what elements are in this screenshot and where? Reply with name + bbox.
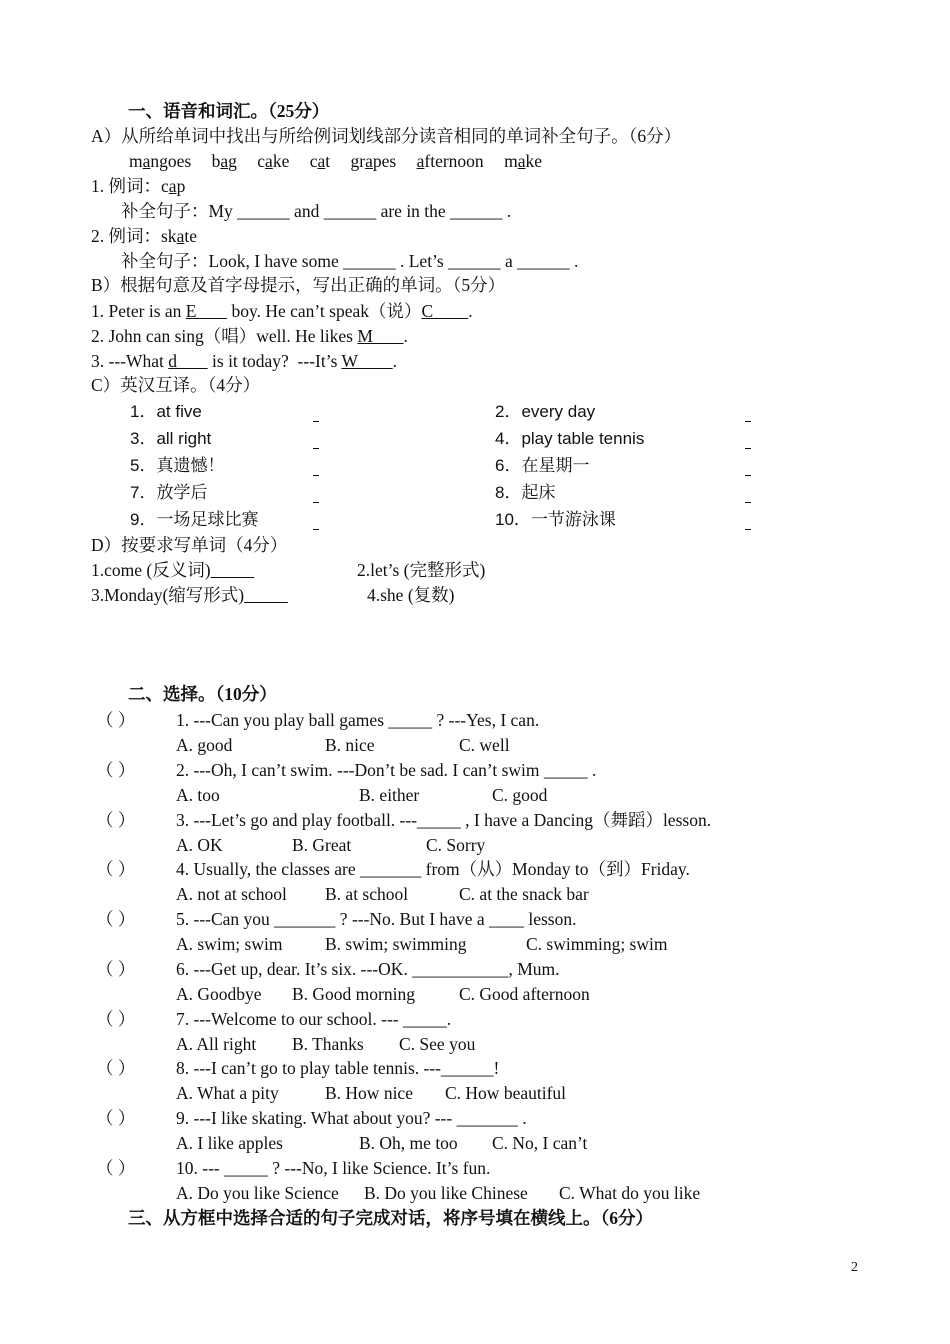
mc-question-10: 10. --- _____ ? ---No, I like Science. It’s fun. <box>176 1158 491 1178</box>
mc-option-b: B. Good morning <box>292 984 415 1004</box>
mc-option-c: C. See you <box>399 1034 476 1054</box>
mc-question-7: 7. ---Welcome to our school. --- _____. <box>176 1009 452 1029</box>
mc-option-a: A. swim; swim <box>176 934 283 954</box>
mc-option-b: B. How nice <box>325 1083 413 1103</box>
mc-option-a: A. What a pity <box>176 1083 279 1103</box>
partA-q2-sentence: 补全句子：Look, I have some ______ . Let’s ______ a ______ . <box>121 251 579 271</box>
word-cake: cake <box>257 151 290 171</box>
mc-paren: （ ） <box>96 859 136 879</box>
mc-option-c: C. Good afternoon <box>459 984 590 1004</box>
section2-title: 二、选择。（10分） <box>128 684 277 704</box>
mc-paren: （ ） <box>96 1158 136 1178</box>
mc-option-b: B. swim; swimming <box>325 934 467 954</box>
mc-option-b: B. Thanks <box>292 1034 364 1054</box>
mc-option-c: C. What do you like <box>559 1183 701 1203</box>
mc-option-b: B. either <box>359 785 420 805</box>
mc-option-a: A. good <box>176 735 233 755</box>
mc-option-c: C. swimming; swim <box>526 934 668 954</box>
partD-instruction: D）按要求写单词（4分） <box>91 535 288 555</box>
partC-item-7: 7．放学后 <box>130 483 208 502</box>
mc-question-9: 9. ---I like skating. What about you? --- _______ . <box>176 1108 527 1128</box>
answer-blank-mark <box>313 502 319 503</box>
answer-blank-mark <box>313 448 319 449</box>
partC-item-9: 9．一场足球比赛 <box>130 510 259 529</box>
mc-option-b: B. Do you like Chinese <box>364 1183 528 1203</box>
word-make: make <box>504 151 542 171</box>
page-number: 2 <box>851 1260 858 1275</box>
mc-option-a: A. Goodbye <box>176 984 262 1004</box>
partC-item-6: 6．在星期一 <box>495 456 590 475</box>
answer-blank-mark <box>313 475 319 476</box>
mc-question-6: 6. ---Get up, dear. It’s six. ---OK. ___________, Mum. <box>176 959 560 979</box>
partB-q3: 3. ---What d is it today? ---It’s W . <box>91 351 398 371</box>
word-bag: bag <box>211 151 237 171</box>
mc-paren: （ ） <box>96 1009 136 1029</box>
partD-q2: 2.let’s (完整形式) <box>357 560 486 580</box>
mc-paren: （ ） <box>96 1058 136 1078</box>
mc-paren: （ ） <box>96 810 136 830</box>
mc-option-c: C. well <box>459 735 510 755</box>
mc-option-a: A. not at school <box>176 884 287 904</box>
answer-blank-mark <box>745 421 751 422</box>
partA-q1-sentence: 补全句子：My ______ and ______ are in the ______ . <box>121 201 512 221</box>
mc-option-b: B. Oh, me too <box>359 1133 458 1153</box>
word-mangoes: mangoes <box>129 151 192 171</box>
mc-option-b: B. nice <box>325 735 375 755</box>
mc-paren: （ ） <box>96 959 136 979</box>
word-afternoon: afternoon <box>416 151 484 171</box>
partA-q2-example: 2. 例词：skate <box>91 226 197 246</box>
mc-paren: （ ） <box>96 1108 136 1128</box>
mc-option-b: B. at school <box>325 884 409 904</box>
mc-option-b: B. Great <box>292 835 352 855</box>
partB-q1: 1. Peter is an E boy. He can’t speak（说）C . <box>91 301 473 321</box>
mc-paren: （ ） <box>96 710 136 730</box>
partC-item-4: 4．play table tennis <box>495 429 645 448</box>
mc-option-c: C. Sorry <box>426 835 486 855</box>
partD-q3: 3.Monday(缩写形式) <box>91 585 245 605</box>
mc-paren: （ ） <box>96 909 136 929</box>
answer-blank-mark <box>745 475 751 476</box>
mc-question-2: 2. ---Oh, I can’t swim. ---Don’t be sad. I can’t swim _____ . <box>176 760 597 780</box>
section3-title: 三、从方框中选择合适的句子完成对话，将序号填在横线上。（6分） <box>128 1208 653 1228</box>
mc-option-a: A. OK <box>176 835 223 855</box>
mc-question-5: 5. ---Can you _______ ? ---No. But I have a ____ lesson. <box>176 909 577 929</box>
answer-blank-mark <box>313 529 319 530</box>
partC-instruction: C）英汉互译。（4分） <box>91 375 261 395</box>
word-cat: cat <box>309 151 331 171</box>
partA-instruction: A）从所给单词中找出与所给例词划线部分读音相同的单词补全句子。（6分） <box>91 126 682 146</box>
answer-blank-mark <box>745 502 751 503</box>
partC-item-2: 2．every day <box>495 402 596 421</box>
answer-blank-mark <box>745 529 751 530</box>
partC-item-10: 10．一节游泳课 <box>495 510 616 529</box>
mc-option-c: C. How beautiful <box>445 1083 567 1103</box>
partB-instruction: B）根据句意及首字母提示，写出正确的单词。（5分） <box>91 275 506 295</box>
mc-option-a: A. All right <box>176 1034 257 1054</box>
partD-q1: 1.come (反义词) <box>91 560 211 580</box>
mc-question-8: 8. ---I can’t go to play table tennis. ---______! <box>176 1058 500 1078</box>
partC-item-1: 1．at five <box>130 402 202 421</box>
partC-item-8: 8．起床 <box>495 483 556 502</box>
partA-word-list <box>129 149 558 174</box>
partC-item-3: 3．all right <box>130 429 212 448</box>
section1-title: 一、语音和词汇。（25分） <box>128 101 330 121</box>
word-grapes: grapes <box>350 151 397 171</box>
partA-q1-example: 1. 例词：cap <box>91 176 186 196</box>
mc-question-3: 3. ---Let’s go and play football. ---_____ , I have a Dancing（舞蹈）lesson. <box>176 810 712 830</box>
mc-option-c: C. good <box>492 785 548 805</box>
mc-question-1: 1. ---Can you play ball games _____ ? ---Yes, I can. <box>176 710 540 730</box>
mc-option-c: C. at the snack bar <box>459 884 589 904</box>
partC-item-5: 5．真遗憾！ <box>130 456 225 475</box>
partD-q4: 4.she (复数) <box>367 585 455 605</box>
mc-option-a: A. Do you like Science <box>176 1183 339 1203</box>
mc-option-c: C. No, I can’t <box>492 1133 588 1153</box>
answer-blank-mark <box>313 421 319 422</box>
answer-blank-mark <box>745 448 751 449</box>
mc-option-a: A. I like apples <box>176 1133 283 1153</box>
mc-paren: （ ） <box>96 760 136 780</box>
partB-q2: 2. John can sing（唱）well. He likes M . <box>91 326 408 346</box>
mc-option-a: A. too <box>176 785 220 805</box>
mc-question-4: 4. Usually, the classes are _______ from（从）Monday to（到）Friday. <box>176 859 690 879</box>
